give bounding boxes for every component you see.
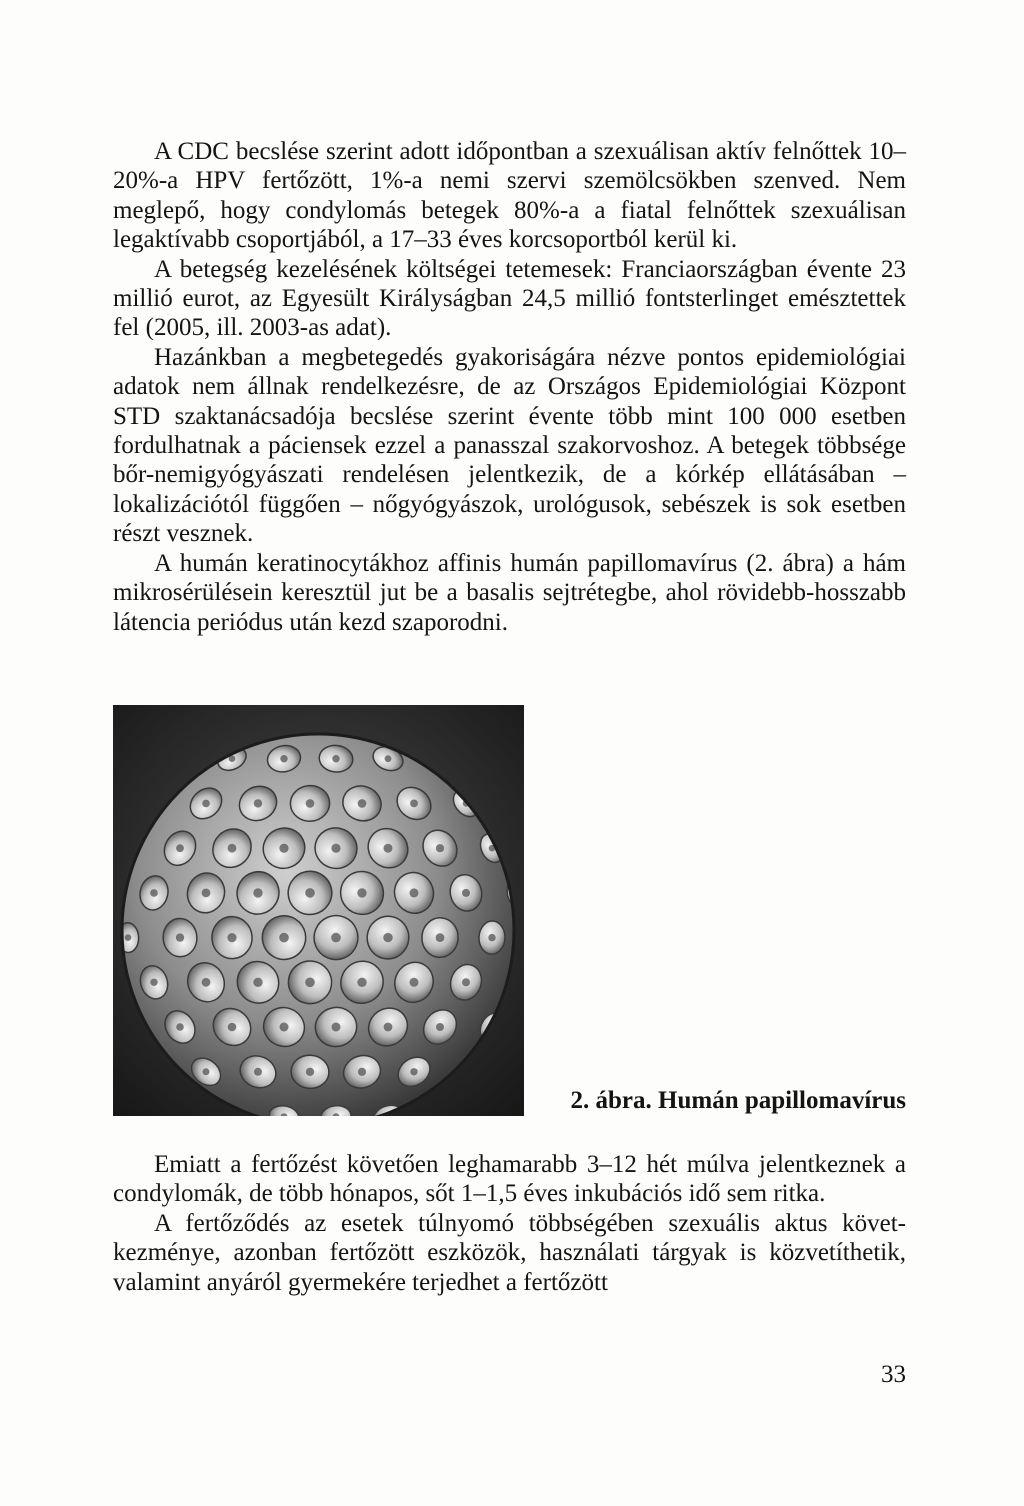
paragraph-hpv-infection: A humán keratinocytákhoz affinis humán papillomavírus (2. ábra) a hám mikrosérülésein keresztül jut be a basalis sejtrétegbe, ahol rövidebb-hosszabb látencia periódus után kezd szaporodni. xyxy=(113,549,906,636)
capsomere-center xyxy=(462,889,470,897)
capsomere-center xyxy=(280,755,287,762)
capsomere-center xyxy=(436,1023,444,1031)
capsomere-center xyxy=(384,844,393,853)
capsomere-center xyxy=(410,978,419,987)
capsomere-center xyxy=(384,1023,393,1032)
capsomere-center xyxy=(254,1068,262,1076)
capsomere-center xyxy=(410,1068,417,1075)
capsomere-center xyxy=(488,934,495,941)
figure-caption: 2. ábra. Humán papillomavírus xyxy=(570,1087,906,1114)
capsomere-center xyxy=(331,844,340,853)
body-text-bottom xyxy=(113,1150,906,1297)
capsomere-center xyxy=(305,888,315,898)
capsomere-center xyxy=(357,888,366,897)
capsomere-center xyxy=(306,1068,314,1076)
capsomere-center xyxy=(203,1068,210,1075)
capsomere-center xyxy=(331,933,341,943)
capsomere-center xyxy=(176,1023,184,1031)
capsomere-center xyxy=(279,933,289,943)
capsomere-center xyxy=(254,799,262,807)
capsomere-center xyxy=(358,799,367,808)
paragraph-cdc-estimate: A CDC becslése szerint adott időpontban a szexuálisan aktív felnőttek 10–20%-a HPV fertőzött, 1%-a nemi szervi szemölcsökben szenved. Nem meglepő, hogy condylomás betegek 80%-a a fiatal felnőttek szexuálisan legaktívabb csoportjából, a 17–33 éves korcsoportból kerül ki. xyxy=(113,138,906,254)
capsomere-center xyxy=(125,934,132,941)
capsomere-center xyxy=(253,978,262,987)
page-number: 33 xyxy=(881,1361,906,1388)
hpv-virus-figure xyxy=(113,705,524,1116)
capsomere-center xyxy=(280,1023,289,1032)
capsomere-center xyxy=(227,933,236,942)
capsomere-center xyxy=(383,933,392,942)
capsomere-center xyxy=(332,755,339,762)
capsomere-center xyxy=(279,844,288,853)
paragraph-hungary-epidemiology: Hazánkban a megbetegedés gyakoriságára nézve pontos epidemiológiai adatok nem állnak rendelkezésre, de az Országos Epidemiológiai Központ STD szaktanácsadója becslése szerint évente több mint 100 000 esetben fordulhatnak a páciensek ezzel a panasszal szakorvoshoz. A betegek többsége bőr-nemigyógyászati rendelésen jelentkezik, de a kórkép ellátásában – lokalizációtól függően – nőgyógyászok, urológusok, sebészek is sok esetben részt vesznek. xyxy=(113,343,906,548)
capsomere-center xyxy=(176,933,184,941)
capsomere-center xyxy=(150,889,158,897)
capsomere-center xyxy=(332,1023,341,1032)
capsomere-center xyxy=(436,844,444,852)
paragraph-treatment-costs: A betegség kezelésének költségei tetemesek: Franciaországban évente 23 millió eurot, az Egyesült Királyságban 24,5 millió fontsterlinget emésztettek fel (2005, ill. 2003-as adat). xyxy=(113,255,906,342)
capsomere-center xyxy=(305,978,315,988)
capsomere-center xyxy=(176,844,184,852)
paragraph-incubation: Emiatt a fertőzést követően leghamarabb 3–12 hét múlva jelentkeznek a condylomák, de több hónapos, sőt 1–1,5 éves inkubációs idő sem ritka. xyxy=(113,1151,906,1208)
capsomere-center xyxy=(228,844,237,853)
capsomere-center xyxy=(253,888,262,897)
capsomere-center xyxy=(462,978,470,986)
capsomere-center xyxy=(228,1023,237,1032)
capsomere-center xyxy=(436,933,445,942)
paragraph-transmission: A fertőződés az esetek túlnyomó többségében szexuális aktus következménye, azonban fertőzött eszközök, használati tárgyak is közvetíthetik, valamint anyáról gyermekére terjedhet a fertőzött xyxy=(113,1209,906,1296)
capsomere-center xyxy=(150,979,157,986)
capsomere-center xyxy=(202,800,210,808)
hpv-virus-image xyxy=(113,705,524,1116)
capsomere-center xyxy=(410,800,418,808)
capsomere-center xyxy=(357,978,366,987)
capsomere-center xyxy=(358,1068,366,1076)
capsomere-center xyxy=(306,799,315,808)
body-text-top xyxy=(113,137,906,637)
capsomere-center xyxy=(202,889,211,898)
capsomere-center xyxy=(385,755,392,762)
capsomere-center xyxy=(202,978,211,987)
capsomere-center xyxy=(410,888,419,897)
